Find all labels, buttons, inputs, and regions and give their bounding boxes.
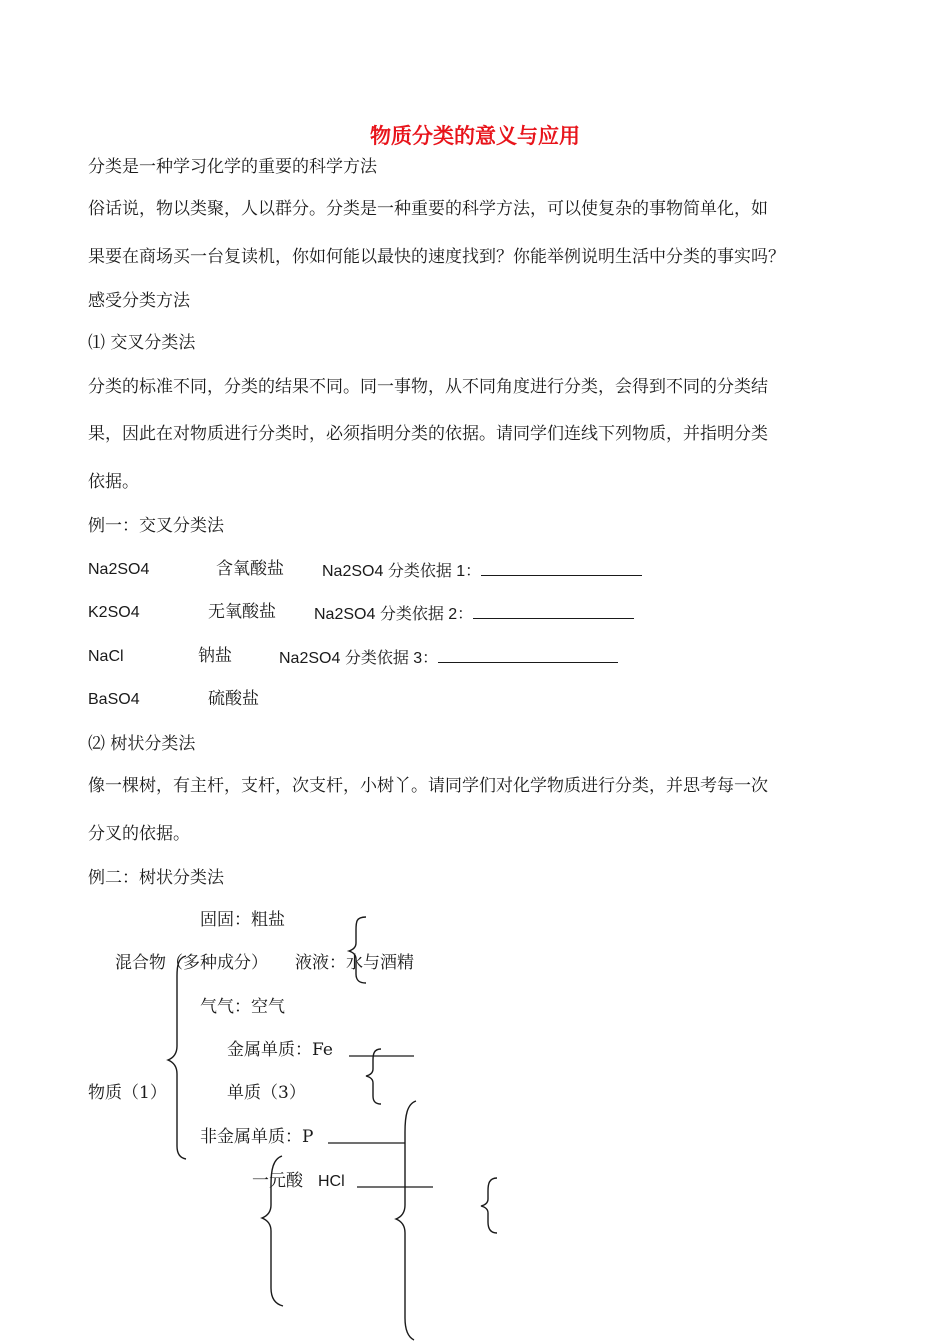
- tree-node-solid: 固固：粗盐: [200, 910, 285, 930]
- tree-node-hcl: HCl: [318, 1173, 345, 1190]
- intro-paragraph-line-2: 果要在商场买一台复读机，你如何能以最快的速度找到？你能举例说明生活中分类的事实吗？: [88, 247, 785, 267]
- brace-compound: [262, 1156, 283, 1306]
- intro-paragraph-line-1: 俗话说，物以类聚，人以群分。分类是一种重要的科学方法，可以使复杂的事物简单化，如: [88, 199, 768, 219]
- tree-node-nonmetal: 非金属单质：P: [200, 1127, 314, 1147]
- category-label: 硫酸盐: [208, 689, 259, 709]
- tree-paragraph-line-2: 分叉的依据。: [88, 824, 190, 844]
- example-two-title: 例二：树状分类法: [88, 868, 224, 888]
- brace-substance: [168, 956, 186, 1159]
- tree-node-mixture: 混合物（多种成分）: [115, 953, 268, 973]
- tree-node-liquid: 液液：水与酒精: [295, 953, 414, 973]
- category-label: 含氧酸盐: [216, 559, 284, 579]
- tree-node-monoacid: 一元酸: [252, 1171, 303, 1191]
- tree-node-element: 单质（3）: [227, 1083, 306, 1103]
- category-label: 钠盐: [198, 646, 232, 666]
- basis-label-text: Na2SO4 分类依据 3：: [279, 650, 439, 667]
- cross-paragraph-line-1: 分类的标准不同，分类的结果不同。同一事物，从不同角度进行分类，会得到不同的分类结: [88, 377, 768, 397]
- basis-label-text: Na2SO4 分类依据 1：: [322, 563, 482, 580]
- tree-paragraph-line-1: 像一棵树，有主杆，支杆，次支杆，小树丫。请同学们对化学物质进行分类，并思考每一次: [88, 776, 768, 796]
- example-one-title: 例一：交叉分类法: [88, 516, 224, 536]
- substance-label: BaSO4: [88, 691, 140, 708]
- cross-paragraph-line-2: 果，因此在对物质进行分类时，必须指明分类的依据。请同学们连线下列物质，并指明分类: [88, 424, 768, 444]
- category-label: 无氧酸盐: [208, 602, 276, 622]
- section-heading: 感受分类方法: [88, 291, 190, 311]
- page-title: 物质分类的意义与应用: [370, 124, 580, 148]
- tree-classification-heading: ⑵ 树状分类法: [88, 734, 196, 754]
- tree-node-metal-label: 金属单质：Fe: [227, 1040, 333, 1060]
- cross-classification-heading: ⑴ 交叉分类法: [88, 333, 196, 353]
- tree-node-substance: 物质（1）: [88, 1083, 167, 1103]
- intro-heading: 分类是一种学习化学的重要的科学方法: [88, 157, 377, 177]
- brace-monoacid: [481, 1178, 497, 1233]
- brace-mixture: [349, 917, 366, 983]
- basis-label-text: Na2SO4 分类依据 2：: [314, 606, 474, 623]
- brace-element: [366, 1049, 381, 1104]
- substance-label: NaCl: [88, 648, 124, 665]
- substance-label: K2SO4: [88, 604, 140, 621]
- cross-paragraph-line-3: 依据。: [88, 472, 139, 492]
- brace-acid: [396, 1101, 416, 1340]
- tree-node-gas: 气气：空气: [200, 997, 285, 1017]
- substance-label: Na2SO4: [88, 561, 150, 578]
